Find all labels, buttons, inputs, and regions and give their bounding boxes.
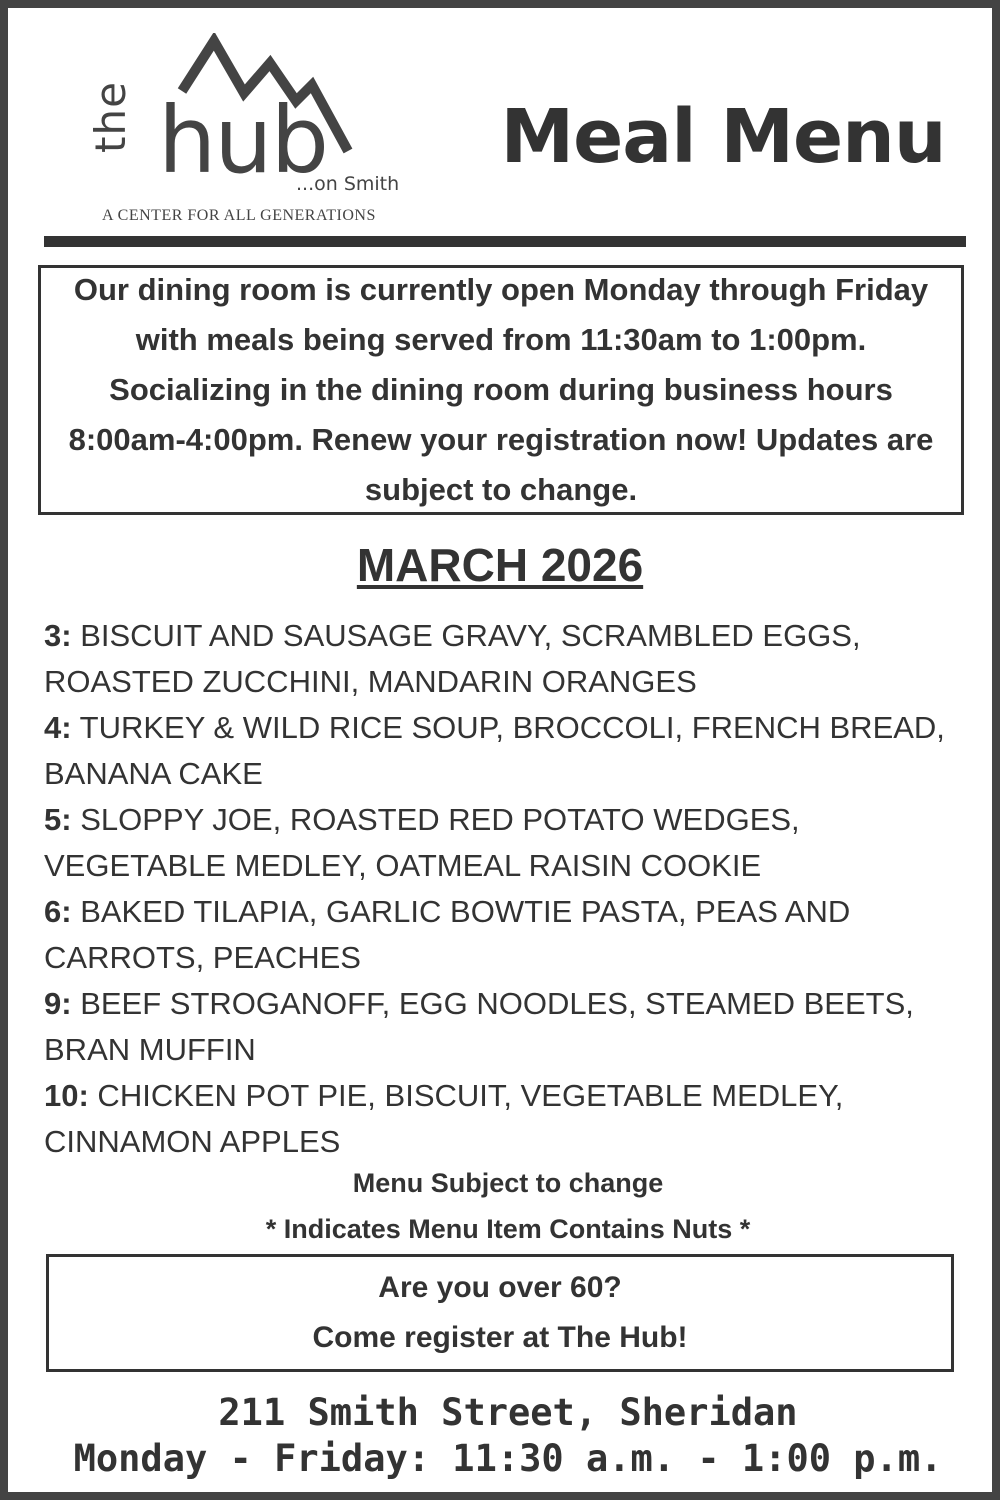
menu-item (44, 613, 990, 705)
logo-the-text: the (86, 81, 135, 153)
menu-day: 10: (44, 1078, 89, 1113)
menu-dishes: CHICKEN POT PIE, BISCUIT, VEGETABLE MEDLEY, CINNAMON APPLES (44, 1078, 844, 1159)
menu-item (44, 705, 990, 797)
menu-dishes: SLOPPY JOE, ROASTED RED POTATO WEDGES, VEGETABLE MEDLEY, OATMEAL RAISIN COOKIE (44, 802, 800, 883)
menu-day: 4: (44, 710, 72, 745)
notice-text: Our dining room is currently open Monday through Friday with meals being served from 11:30am to 1:00pm. Socializing in the dining room during business hours 8:00am-4:00pm. Renew your registration now! Updates are subject to change. (68, 272, 934, 507)
page-title: Meal Menu (500, 94, 946, 180)
menu-item (44, 797, 990, 889)
register-call-to-action: Come register at The Hub! (312, 1321, 688, 1354)
logo-location-text: ...on Smith (296, 173, 400, 195)
menu-item (44, 1073, 990, 1165)
menu-dishes: BAKED TILAPIA, GARLIC BOWTIE PASTA, PEAS AND CARROTS, PEACHES (44, 894, 851, 975)
menu-dishes: TURKEY & WILD RICE SOUP, BROCCOLI, FRENCH BREAD, BANANA CAKE (44, 710, 945, 791)
menu-day: 3: (44, 618, 72, 653)
logo-tagline: A CENTER FOR ALL GENERATIONS (102, 207, 376, 224)
hub-logo (86, 33, 438, 233)
menu-day: 6: (44, 894, 72, 929)
notice-box (38, 265, 964, 515)
menu-day: 9: (44, 986, 72, 1021)
month-heading: MARCH 2026 (356, 539, 644, 591)
footer-hours: Monday - Friday: 11:30 a.m. - 1:00 p.m. (73, 1437, 943, 1480)
nuts-note: * Indicates Menu Item Contains Nuts * (265, 1214, 751, 1244)
register-box (46, 1254, 954, 1372)
menu-day: 5: (44, 802, 72, 837)
logo-hub-text: hub (158, 87, 328, 194)
header-divider (44, 236, 966, 247)
menu-dishes: BISCUIT AND SAUSAGE GRAVY, SCRAMBLED EGGS, ROASTED ZUCCHINI, MANDARIN ORANGES (44, 618, 861, 699)
menu-dishes: BEEF STROGANOFF, EGG NOODLES, STEAMED BEETS, BRAN MUFFIN (44, 986, 914, 1067)
menu-item (44, 889, 990, 981)
menu-item (44, 981, 990, 1073)
menu-change-note: Menu Subject to change (352, 1168, 664, 1198)
register-question: Are you over 60? (378, 1271, 622, 1304)
menu-list (44, 613, 990, 1165)
footer-address: 211 Smith Street, Sheridan (218, 1391, 798, 1434)
